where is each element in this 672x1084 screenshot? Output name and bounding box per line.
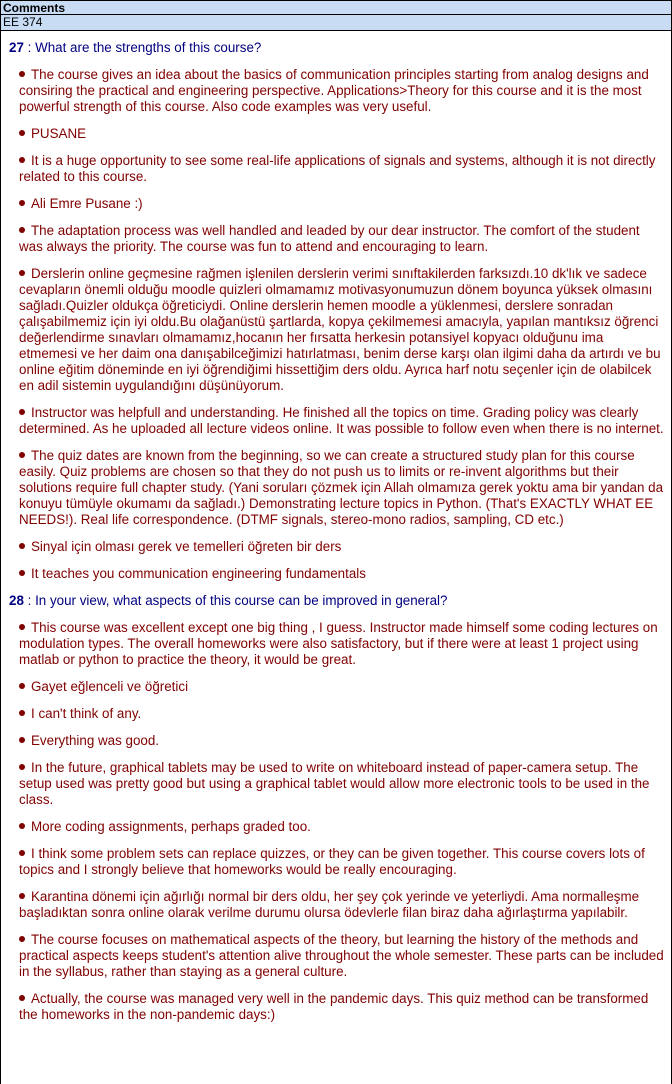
course-code: EE 374: [1, 14, 671, 30]
comment-text: Karantina dönemi için ağırlığı normal bir ders oldu, her şey çok yerinde ve yeterliydi. Ama normalleşme başladıktan sonra online olarak verilme durumu olursa ödevlerle filan biraz daha ağırlaştırma yapılabilr.: [19, 889, 640, 920]
bullet-icon: [19, 995, 25, 1001]
comment-text: This course was excellent except one big thing , I guess. Instructor made himself some coding lectures on modulation types. The overall homeworks were also satisfactory, but if there were at least 1 project using matlab or python to practice the theory, it would be great.: [19, 620, 658, 667]
comment-text: PUSANE: [31, 126, 87, 141]
bullet-icon: [19, 71, 25, 77]
header-title: Comments: [1, 0, 671, 14]
comment-item: [7, 223, 665, 255]
question-heading: [7, 40, 665, 56]
comment-text: The course gives an idea about the basics of communication principles starting from analog designs and consiring the practical and engineering perspective. Applications>Theory for this course and it is the most powerful strength of this course. Also code examples was very useful.: [19, 67, 649, 114]
comment-text: The quiz dates are known from the beginning, so we can create a structured study plan for this course easily. Quiz problems are chosen so that they do not push us to limits or re-invent algorithms but their solutions require full chapter study. (Yani soruları çözmek için Allah olmamıza gerek yoktu ama bir yandan da konuyu tümüyle okumamı da sağladı.) Demonstrating lecture topics in Python. (That's EXACTLY WHAT EE NEEDS!). Real life correspondence. (DTMF signals, stereo-mono radios, sampling, CD etc.): [19, 448, 664, 527]
bullet-icon: [19, 936, 25, 942]
comment-item: [7, 706, 665, 722]
comment-item: [7, 733, 665, 749]
comment-item: [7, 153, 665, 185]
comment-item: [7, 889, 665, 921]
comment-item: [7, 932, 665, 980]
bullet-icon: [19, 823, 25, 829]
bullet-icon: [19, 409, 25, 415]
bullet-icon: [19, 270, 25, 276]
comment-item: [7, 566, 665, 582]
comment-text: Actually, the course was managed very well in the pandemic days. This quiz method can be transformed the homeworks in the non-pandemic days:): [19, 991, 649, 1022]
comment-text: I can't think of any.: [31, 706, 142, 721]
bullet-icon: [19, 157, 25, 163]
bullet-icon: [19, 710, 25, 716]
comments-header: [1, 0, 671, 31]
bullet-icon: [19, 683, 25, 689]
comment-text: Sinyal için olması gerek ve temelleri öğreten bir ders: [31, 539, 342, 554]
comment-text: Ali Emre Pusane :): [31, 196, 143, 211]
comment-text: Everything was good.: [31, 733, 160, 748]
comment-item: [7, 67, 665, 115]
bullet-icon: [19, 737, 25, 743]
bullet-icon: [19, 624, 25, 630]
bullet-icon: [19, 452, 25, 458]
comment-item: [7, 760, 665, 808]
comment-item: [7, 266, 665, 394]
comment-text: More coding assignments, perhaps graded too.: [31, 819, 311, 834]
comment-item: [7, 405, 665, 437]
question-text: In your view, what aspects of this course can be improved in general?: [35, 593, 448, 608]
comment-text: It is a huge opportunity to see some real-life applications of signals and systems, although it is not directly related to this course.: [19, 153, 656, 184]
comment-text: I think some problem sets can replace quizzes, or they can be given together. This course covers lots of topics and I strongly believe that homeworks would be really encouraging.: [19, 846, 645, 877]
question-number: 27: [9, 40, 24, 55]
bullet-icon: [19, 764, 25, 770]
comment-text: Instructor was helpfull and understanding. He finished all the topics on time. Grading policy was clearly determined. As he uploaded all lecture videos online. It was possible to follow even when there is no internet.: [19, 405, 664, 436]
comment-text: In the future, graphical tablets may be used to write on whiteboard instead of paper-camera setup. The setup used was pretty good but using a graphical tablet would allow more electronic tools to be used in the class.: [19, 760, 650, 807]
comment-text: The adaptation process was well handled and leaded by our dear instructor. The comfort of the student was always the priority. The course was fun to attend and encouraging to learn.: [19, 223, 640, 254]
bullet-icon: [19, 893, 25, 899]
comment-text: The course focuses on mathematical aspects of the theory, but learning the history of the methods and practical aspects keeps student's attention alive throughout the whole semester. These parts can be included in the syllabus, rather than staying as a general culture.: [19, 932, 664, 979]
comment-item: [7, 991, 665, 1023]
bullet-icon: [19, 200, 25, 206]
comment-text: Derslerin online geçmesine rağmen işlenilen derslerin verimi sınıftakilerden farksızdı.10 dk'lık ve sadece cevapların önemli olduğu moodle quizleri olmamamız motivasyonumuzun dönem boyunca yüksek olmasını sağladı.Quizler oldukça öğreticiydi. Online derslerin hemen moodle a yüklenmesi, derslere sonradan çalışabilmemiz için iyi oldu.Bu olağanüstü şartlarda, kopya çekilmemesi amacıyla, yapılan mantıksız öğrenci değerlendirme sınavları olmamamız,hocanın her fırsatta herkesin potansiyel kopyacı olduğunu ima etmemesi ve her daim ona danışabilceğimizi hatırlatması, benim derse karşı olan ilgimi daha da artırdı ve bu online eğitim döneminde en iyi öğrendiğimi hissettiğim ders oldu. Ayrıca harf notu seçenler için de olabilcek en adil sistemin uygulandığını düşünüyorum.: [19, 266, 661, 393]
comment-text: It teaches you communication engineering fundamentals: [31, 566, 366, 581]
comment-item: [7, 620, 665, 668]
bullet-icon: [19, 570, 25, 576]
comment-text: Gayet eğlenceli ve öğretici: [31, 679, 189, 694]
question-number: 28: [9, 593, 24, 608]
comments-content: [1, 40, 671, 1023]
bullet-icon: [19, 543, 25, 549]
question-text: What are the strengths of this course?: [35, 40, 262, 55]
comment-item: [7, 539, 665, 555]
question-separator: :: [23, 40, 36, 55]
bullet-icon: [19, 850, 25, 856]
bullet-icon: [19, 130, 25, 136]
comment-item: [7, 679, 665, 695]
bullet-icon: [19, 227, 25, 233]
question-heading: [7, 593, 665, 609]
comment-item: [7, 448, 665, 528]
comment-item: [7, 846, 665, 878]
question-separator: :: [23, 593, 36, 608]
comment-item: [7, 196, 665, 212]
comment-item: [7, 126, 665, 142]
comment-item: [7, 819, 665, 835]
